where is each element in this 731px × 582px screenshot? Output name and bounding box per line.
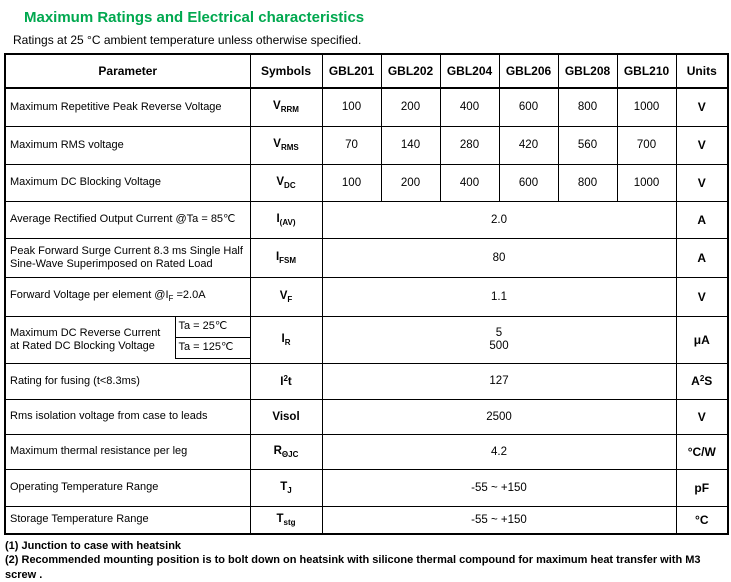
table-row xyxy=(5,434,728,469)
value-cell: 560 xyxy=(558,126,617,164)
value-cell: 420 xyxy=(499,126,558,164)
table-row xyxy=(5,363,728,399)
table-row xyxy=(5,469,728,506)
condition-box xyxy=(175,317,251,359)
param-cell: Forward Voltage per element $@I_F =2.0A$ xyxy=(5,277,250,316)
value-cell: 200 xyxy=(381,164,440,201)
unit-cell: °C xyxy=(676,506,728,534)
symbol-cell: $T_J$ xyxy=(250,469,322,506)
header-row xyxy=(5,54,728,88)
unit-cell: $A^2S$ xyxy=(676,363,728,399)
value-cell: 700 xyxy=(617,126,676,164)
param-cell: Average Rectified Output Current @Ta = 85℃ xyxy=(5,201,250,238)
unit-cell: V xyxy=(676,88,728,126)
footnote: (1) Junction to case with heatsink xyxy=(5,540,182,552)
unit-cell: °C/W xyxy=(676,434,728,469)
symbol-cell: $V_{RMS}$ xyxy=(250,126,322,164)
merged-value-cell: 4.2 xyxy=(322,434,676,469)
symbol-cell: $I_{(AV)}$ xyxy=(250,201,322,238)
merged-value-cell: 2.0 xyxy=(322,201,676,238)
param-cell: Maximum DC Reverse Current at Rated DC Blocking Voltage Ta = 25℃ Ta = 125℃ xyxy=(5,316,250,363)
param-cell: Rating for fusing (t<8.3ms) xyxy=(5,363,250,399)
merged-value-cell: -55 ~ +150 xyxy=(322,506,676,534)
symbol-cell: $R_{\Theta JC}$ xyxy=(250,434,322,469)
value-cell: 200 xyxy=(381,88,440,126)
symbol-cell: $I_{FSM}$ xyxy=(250,238,322,277)
value-cell: 1000 xyxy=(617,88,676,126)
symbol-cell: $V_F$ xyxy=(250,277,322,316)
table-row xyxy=(5,88,728,126)
condition-cell: Ta = 25℃ xyxy=(176,317,251,338)
unit-cell: μA xyxy=(676,316,728,363)
symbol-cell: $V_{DC}$ xyxy=(250,164,322,201)
value-cell: 100 xyxy=(322,164,381,201)
value-cell: 600 xyxy=(499,164,558,201)
param-cell: Maximum thermal resistance per leg xyxy=(5,434,250,469)
page-title: Maximum Ratings and Electrical characteristics xyxy=(24,9,365,26)
table-row xyxy=(5,506,728,534)
unit-cell: A xyxy=(676,201,728,238)
unit-cell: V xyxy=(676,126,728,164)
merged-value-line: 5 xyxy=(495,326,503,339)
param-cell: Storage Temperature Range xyxy=(5,506,250,534)
ratings-table xyxy=(4,53,729,535)
merged-value-cell: 1.1 xyxy=(322,277,676,316)
table-row xyxy=(5,201,728,238)
column-header-gbl206: GBL206 xyxy=(499,54,558,88)
table-row xyxy=(5,316,728,363)
symbol-cell: $I^2t$ xyxy=(250,363,322,399)
param-cell: Peak Forward Surge Current 8.3 ms Single Half Sine-Wave Superimposed on Rated Load xyxy=(5,238,250,277)
value-cell: 280 xyxy=(440,126,499,164)
merged-value-line: 500 xyxy=(489,339,509,352)
value-cell: 400 xyxy=(440,88,499,126)
table-row xyxy=(5,238,728,277)
value-cell: 100 xyxy=(322,88,381,126)
symbol-cell: $I_R$ xyxy=(250,316,322,363)
merged-value-cell xyxy=(322,316,676,363)
column-header-gbl202: GBL202 xyxy=(381,54,440,88)
value-cell: 600 xyxy=(499,88,558,126)
param-cell: Maximum RMS voltage xyxy=(5,126,250,164)
unit-cell: A xyxy=(676,238,728,277)
column-header-symbols: Symbols xyxy=(250,54,322,88)
column-header-gbl204: GBL204 xyxy=(440,54,499,88)
table-row xyxy=(5,126,728,164)
unit-cell: pF xyxy=(676,469,728,506)
column-header-gbl201: GBL201 xyxy=(322,54,381,88)
merged-value-cell: 127 xyxy=(322,363,676,399)
value-cell: 70 xyxy=(322,126,381,164)
param-cell: Maximum Repetitive Peak Reverse Voltage xyxy=(5,88,250,126)
value-cell: 1000 xyxy=(617,164,676,201)
value-cell: 800 xyxy=(558,164,617,201)
condition-cell: Ta = 125℃ xyxy=(176,338,251,359)
unit-cell: V xyxy=(676,399,728,434)
param-cell: Rms isolation voltage from case to leads xyxy=(5,399,250,434)
symbol-cell: $T_{stg}$ xyxy=(250,506,322,534)
merged-value-cell: -55 ~ +150 xyxy=(322,469,676,506)
value-cell: 800 xyxy=(558,88,617,126)
param-cell: Maximum DC Blocking Voltage xyxy=(5,164,250,201)
column-header-gbl208: GBL208 xyxy=(558,54,617,88)
unit-cell: V xyxy=(676,277,728,316)
footnotes xyxy=(5,539,731,582)
subtitle: Ratings at 25 °C ambient temperature unless otherwise specified. xyxy=(13,33,362,47)
unit-cell: V xyxy=(676,164,728,201)
param-cell: Operating Temperature Range xyxy=(5,469,250,506)
footnote: (2) Recommended mounting position is to bolt down on heatsink with silicone thermal compound for maximum heat transfer with M3 screw . xyxy=(5,554,701,581)
symbol-cell: Visol xyxy=(250,399,322,434)
value-cell: 140 xyxy=(381,126,440,164)
table-row xyxy=(5,277,728,316)
table-row xyxy=(5,164,728,201)
column-header-parameter: Parameter xyxy=(5,54,250,88)
merged-value-cell: 80 xyxy=(322,238,676,277)
value-cell: 400 xyxy=(440,164,499,201)
column-header-gbl210: GBL210 xyxy=(617,54,676,88)
column-header-units: Units xyxy=(676,54,728,88)
merged-value-cell: 2500 xyxy=(322,399,676,434)
symbol-cell: $V_{RRM}$ xyxy=(250,88,322,126)
table-row xyxy=(5,399,728,434)
